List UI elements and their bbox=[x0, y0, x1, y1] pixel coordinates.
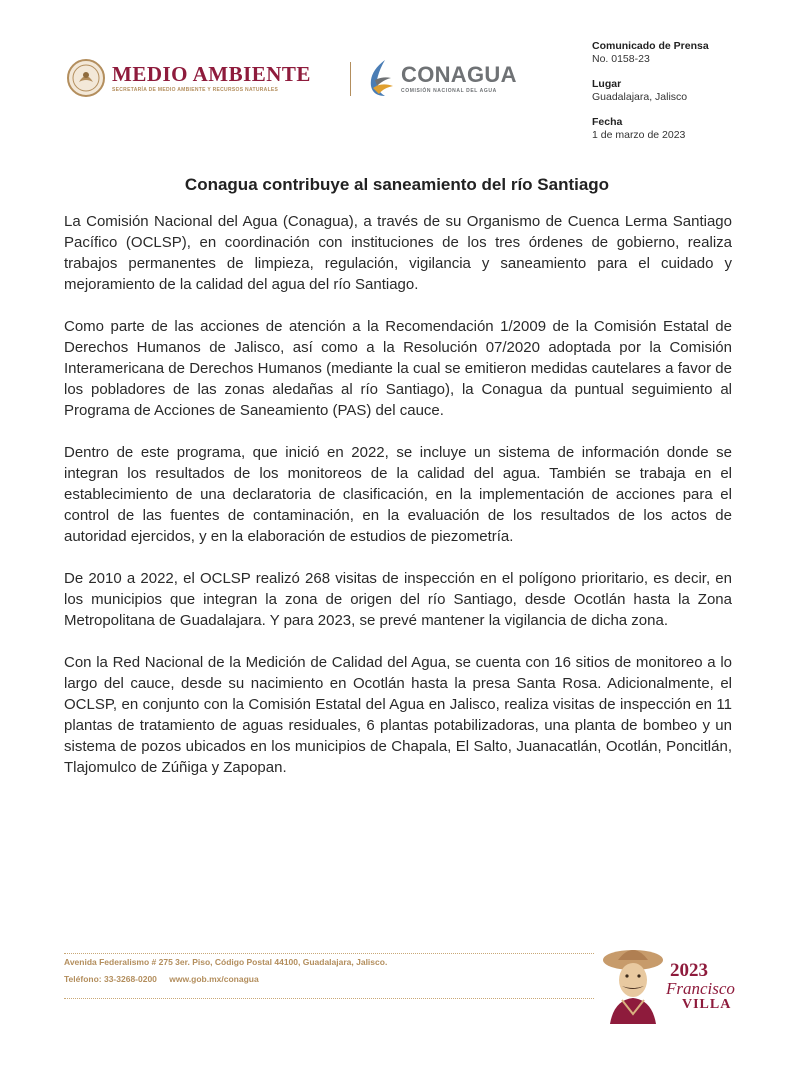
footer bbox=[0, 940, 794, 1080]
national-seal-icon bbox=[66, 58, 106, 98]
conagua-title: CONAGUA bbox=[401, 61, 517, 87]
villa-year: 2023 bbox=[670, 960, 708, 981]
semarnat-logo bbox=[66, 58, 311, 98]
comunicado-number: No. 0158-23 bbox=[592, 53, 650, 65]
footer-rule bbox=[64, 953, 594, 954]
conagua-logo bbox=[365, 58, 517, 98]
conagua-wave-icon bbox=[365, 58, 397, 98]
fecha-label: Fecha bbox=[592, 116, 623, 128]
paragraph: Con la Red Nacional de la Medición de Calidad del Agua, se cuenta con 16 sitios de monitoreo a lo largo del cauce, desde su nacimiento en Ocotlán hasta la presa Santa Rosa. Adicionalmente, el OCLSP, en conjunto con la Comisión Estatal del Agua en Jalisco, realiza visitas de inspección en 11 plantas de tratamiento de aguas residuales, 6 plantas potabilizadoras, una planta de bombeo y un sistema de pozos ubicados en los municipios de Chapala, El Salto, Juanacatlán, Ocotlán, Poncitlán, Tlajomulco de Zúñiga y Zapopan. bbox=[64, 654, 732, 776]
footer-address: Avenida Federalismo # 275 3er. Piso, Código Postal 44100, Guadalajara, Jalisco. bbox=[64, 957, 388, 967]
villa-portrait-icon bbox=[600, 942, 666, 1024]
lugar-value: Guadalajara, Jalisco bbox=[592, 91, 688, 103]
footer-contact bbox=[64, 974, 269, 984]
francisco-villa-logo bbox=[596, 942, 736, 1030]
logo-divider bbox=[350, 62, 351, 96]
lugar-label: Lugar bbox=[592, 78, 622, 90]
paragraph: La Comisión Nacional del Agua (Conagua), a través de su Organismo de Cuenca Lerma Santiago Pacífico (OCLSP), en coordinación con instituciones de los tres órdenes de gobierno, realiza trabajos permanentes de limpieza, regulación, vigilancia y saneamiento para el cuidado y mejoramiento de la calidad del agua del río Santiago. bbox=[64, 213, 732, 293]
paragraph: De 2010 a 2022, el OCLSP realizó 268 visitas de inspección en el polígono prioritario, es decir, en los municipios que integran la zona de origen del río Santiago, desde Ocotlán hasta la Zona Metropolitana de Guadalajara. Y para 2023, se prevé mantener la vigilancia de dicha zona. bbox=[64, 570, 732, 629]
villa-name-last: VILLA bbox=[682, 997, 732, 1012]
fecha-value: 1 de marzo de 2023 bbox=[592, 129, 686, 141]
press-body bbox=[64, 211, 732, 799]
conagua-subtitle: COMISIÓN NACIONAL DEL AGUA bbox=[401, 87, 497, 94]
paragraph: Dentro de este programa, que inició en 2022, se incluye un sistema de información donde se integran los resultados de los monitoreos de la calidad del agua. También se trabaja en el establecimiento de una declaratoria de clasificación, en la implementación de acciones para el control de las fuentes de contaminación, en la evaluación de los resultados de los actos de autoridad ejercidos, y en la elaboración de estudios de piezometría. bbox=[64, 444, 732, 545]
footer-rule-bottom bbox=[64, 998, 594, 999]
villa-name-first: Francisco bbox=[666, 979, 735, 998]
semarnat-subtitle: SECRETARÍA DE MEDIO AMBIENTE Y RECURSOS NATURALES bbox=[112, 87, 279, 93]
press-meta bbox=[592, 40, 782, 154]
semarnat-title: MEDIO AMBIENTE bbox=[112, 62, 311, 86]
press-title: Conagua contribuye al saneamiento del río Santiago bbox=[184, 175, 610, 194]
footer-phone: Teléfono: 33-3268-0200 bbox=[64, 974, 157, 984]
paragraph: Como parte de las acciones de atención a la Recomendación 1/2009 de la Comisión Estatal de Derechos Humanos de Jalisco, así como a la Resolución 07/2020 adoptada por la Comisión Interamericana de Derechos Humanos (mediante la cual se emitieron medidas cautelares a favor de los pobladores de las zonas aledañas al río Santiago), la Conagua da puntual seguimiento al Programa de Acciones de Saneamiento (PAS) del cauce. bbox=[64, 318, 732, 419]
footer-website: www.gob.mx/conagua bbox=[169, 974, 259, 984]
comunicado-label: Comunicado de Prensa bbox=[592, 40, 709, 52]
letterhead bbox=[0, 0, 794, 160]
